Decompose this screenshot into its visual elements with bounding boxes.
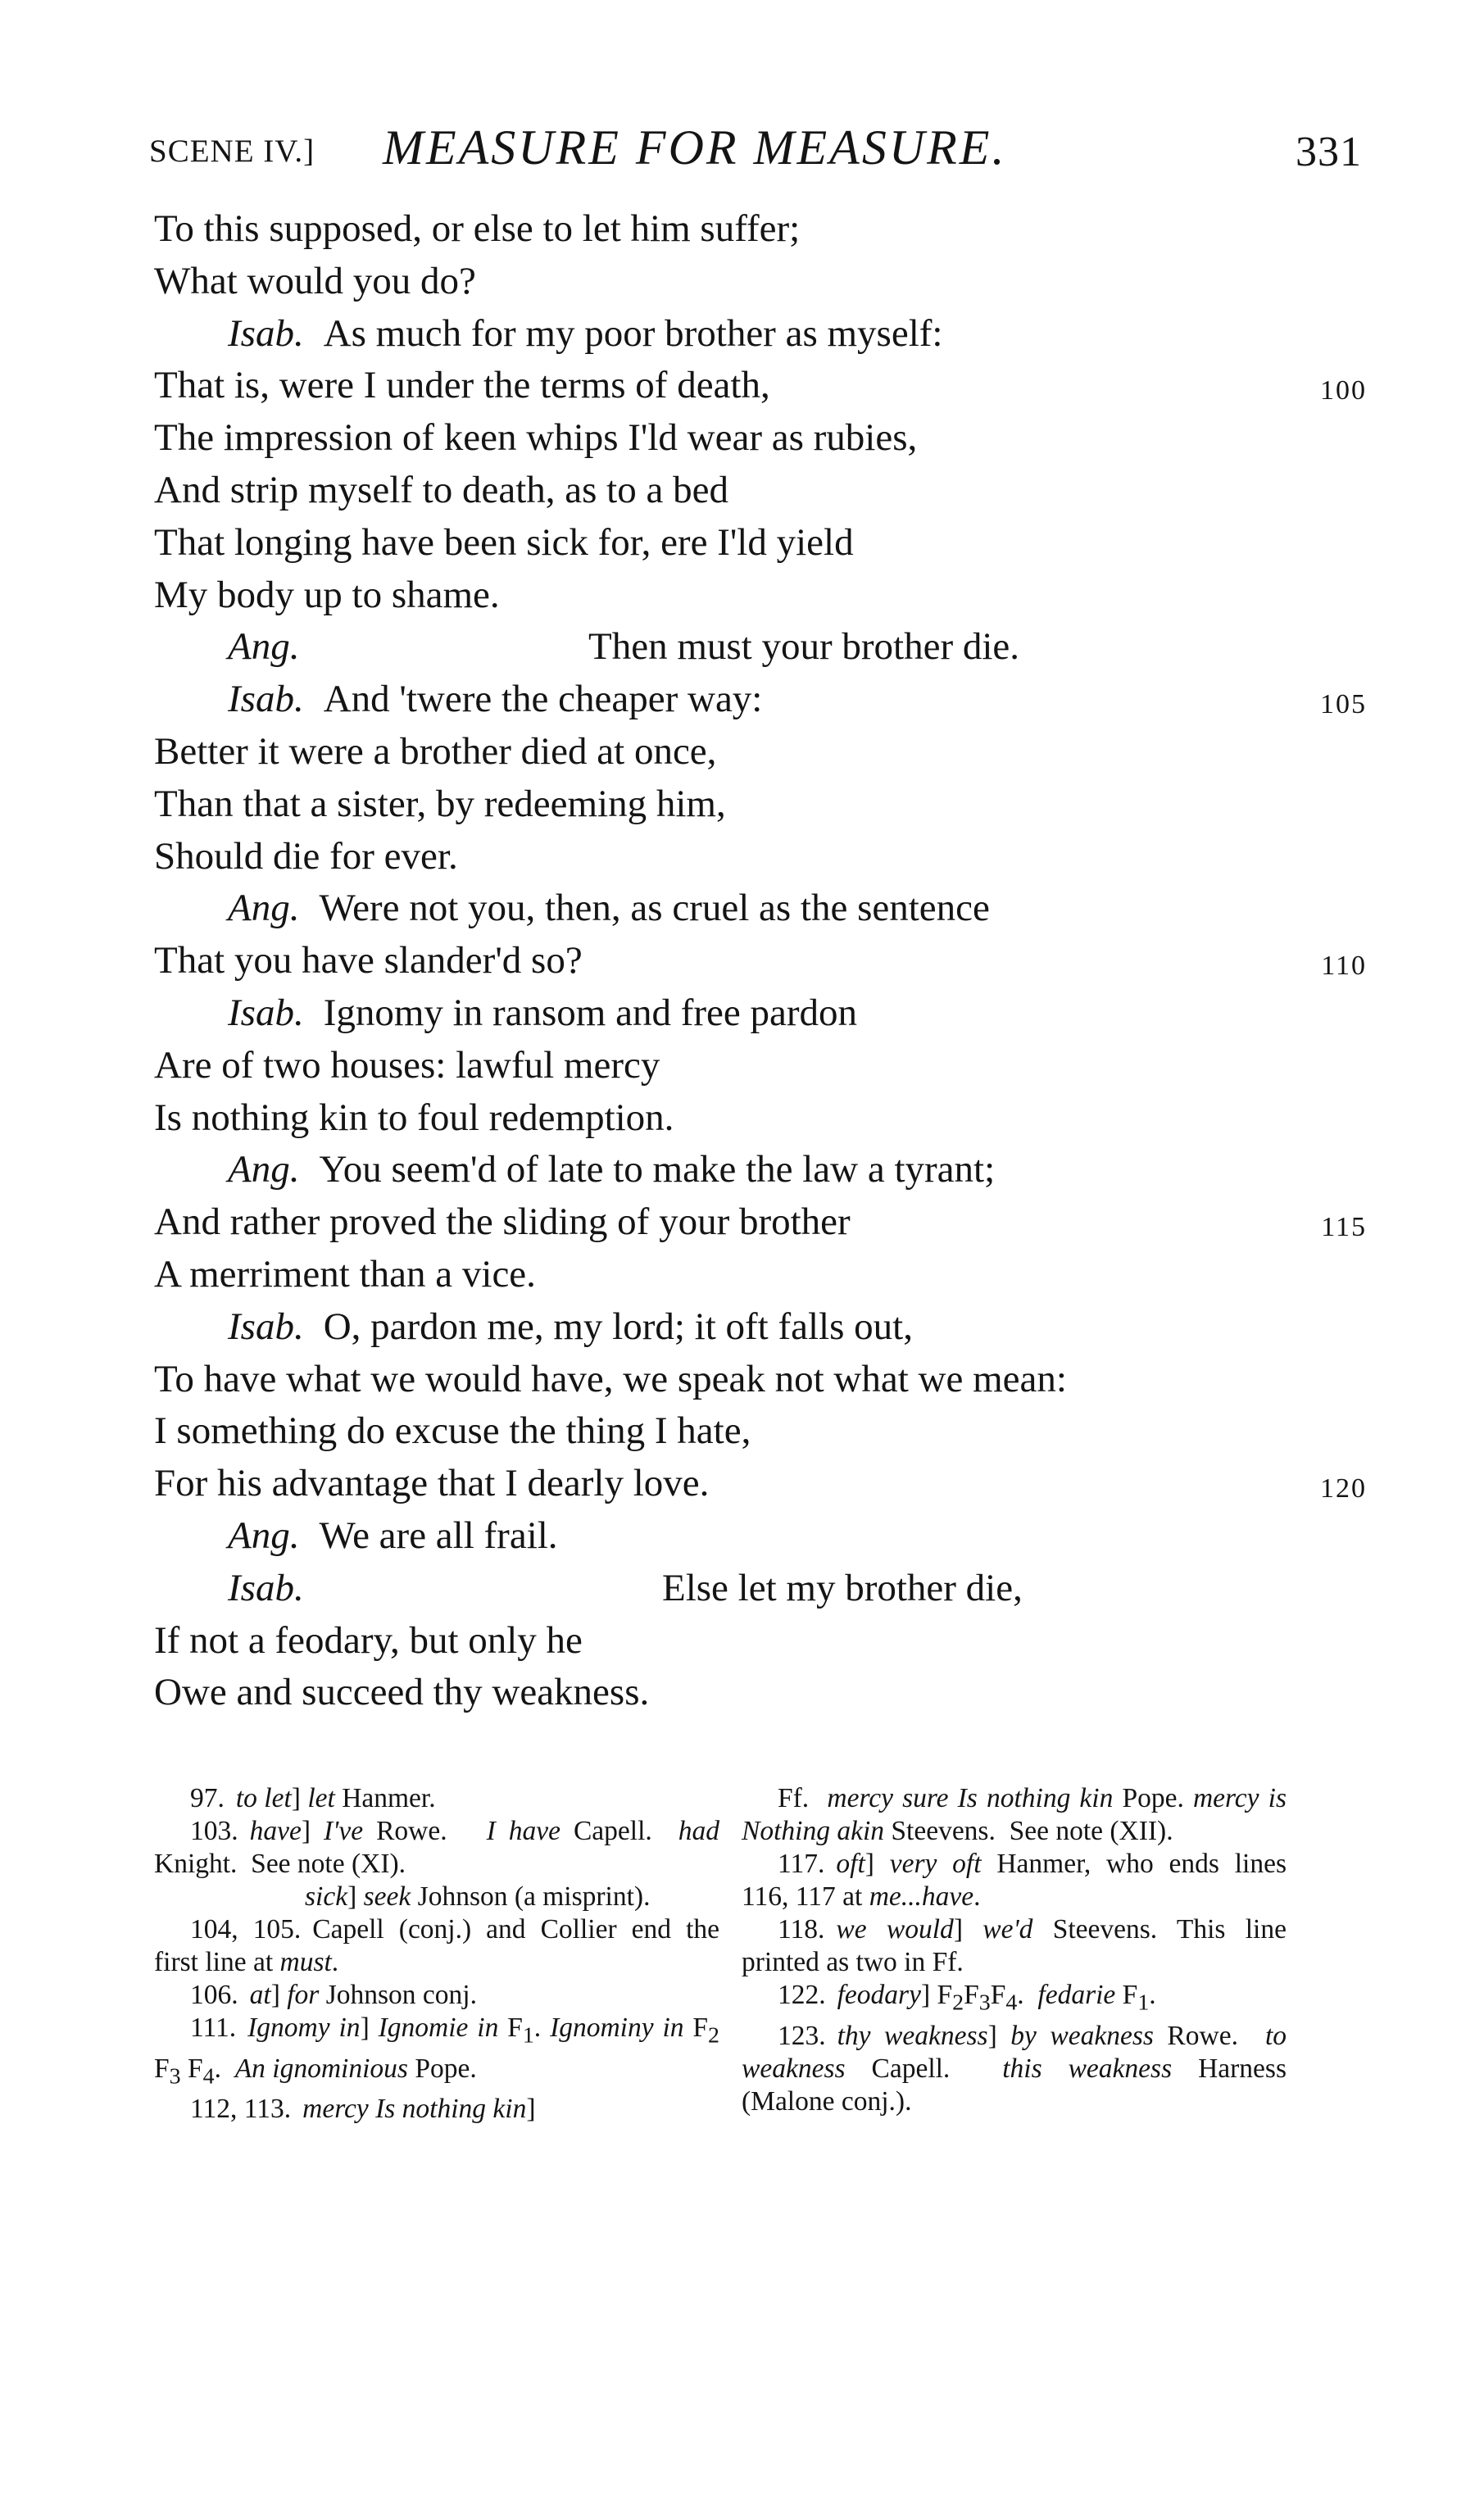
- footnote: [154, 2093, 719, 2126]
- line-text: That is, were I under the terms of death,: [154, 364, 770, 407]
- line-text: Should die for ever.: [154, 834, 458, 878]
- line-text: Than that a sister, by redeeming him,: [154, 782, 726, 825]
- verse-line: [154, 308, 1367, 361]
- verse-line-text: [154, 570, 500, 622]
- verse-line: [154, 1667, 1367, 1719]
- line-number: 110: [1321, 951, 1367, 982]
- line-text: Is nothing kin to foul redemption.: [154, 1096, 674, 1139]
- page-number: 331: [1296, 129, 1362, 175]
- footnote-line-ref: 123.: [778, 2020, 826, 2051]
- verse-line: [154, 412, 1367, 465]
- verse-line-text: [154, 935, 583, 987]
- verse-line-text: [154, 1354, 1067, 1406]
- footnote: [154, 2012, 719, 2093]
- verse-line: [154, 674, 1367, 726]
- footnote-text: oft] very oft Hanmer, who ends lines 116, 117 at me...have.: [742, 1849, 1287, 1912]
- verse-line-text: [154, 1615, 583, 1668]
- line-text: What would you do?: [154, 259, 476, 302]
- line-text: That you have slander'd so?: [154, 939, 583, 982]
- footnote: [742, 1979, 1287, 2020]
- line-number: 100: [1320, 375, 1367, 406]
- footnote-line-ref: 112, 113.: [190, 2094, 292, 2125]
- verse-line-text: [154, 1196, 851, 1249]
- footnote-text: we would] we'd Steevens. This line printed as two in Ff.: [742, 1914, 1287, 1977]
- line-number: 105: [1320, 689, 1367, 720]
- footnotes-right-column: [742, 1782, 1287, 2118]
- verse-line-text: [228, 621, 1020, 674]
- verse-line-text: [154, 1092, 674, 1145]
- verse-line-text: [154, 726, 716, 778]
- line-text: Owe and succeed thy weakness.: [154, 1671, 650, 1714]
- line-text: For his advantage that I dearly love.: [154, 1462, 710, 1505]
- speaker-name: Isab.: [228, 678, 304, 721]
- verse-line: [154, 1196, 1367, 1249]
- line-text: Were not you, then, as cruel as the sentence: [319, 887, 990, 930]
- verse-line: [154, 1092, 1367, 1145]
- verse-line-text: [228, 987, 857, 1040]
- verse-line-text: [154, 517, 854, 570]
- line-text: A merriment than a vice.: [154, 1252, 536, 1296]
- footnote: [154, 1881, 719, 1913]
- line-text: And 'twere the cheaper way:: [323, 678, 763, 721]
- line-text: Else let my brother die,: [662, 1566, 1023, 1609]
- line-text: Better it were a brother died at once,: [154, 729, 717, 773]
- scene-label: SCENE IV.]: [149, 134, 315, 169]
- verse-line: [154, 1405, 1367, 1458]
- footnote: [154, 1782, 719, 1815]
- page-title: MEASURE FOR MEASURE.: [383, 120, 1007, 175]
- verse-line-text: [154, 412, 917, 465]
- footnote-line-ref: 117.: [778, 1849, 825, 1879]
- verse-line-text: [154, 203, 800, 256]
- speaker-name: Ang.: [228, 1513, 300, 1557]
- verse-line: [154, 1040, 1367, 1092]
- line-text: I something do excuse the thing I hate,: [154, 1409, 751, 1453]
- verse-line: [154, 1301, 1367, 1354]
- line-text: As much for my poor brother as myself:: [323, 311, 943, 355]
- verse-line-text: [154, 465, 728, 517]
- footnote-text: have] I've Rowe. I have Capell. had Knight. See note (XI).: [154, 1816, 720, 1879]
- verse-line: [154, 1563, 1367, 1615]
- verse-line-text: [154, 1667, 649, 1719]
- line-text: To this supposed, or else to let him suffer;: [154, 207, 801, 250]
- verse-line-text: [228, 1301, 913, 1354]
- footnote: [154, 1979, 719, 2012]
- line-number: 120: [1320, 1473, 1367, 1504]
- line-text: The impression of keen whips I'ld wear as rubies,: [154, 416, 918, 460]
- line-text: If not a feodary, but only he: [154, 1618, 583, 1662]
- footnote-text: mercy Is nothing kin]: [302, 2094, 536, 2125]
- verse-line: [154, 465, 1367, 517]
- speaker-name: Isab.: [228, 991, 304, 1034]
- footnote: [154, 1815, 719, 1881]
- line-text: And rather proved the sliding of your brother: [154, 1200, 851, 1244]
- footnote-line-ref: 106.: [190, 1980, 238, 2010]
- verse-line-text: [154, 360, 770, 412]
- speaker-name: Isab.: [228, 1566, 304, 1609]
- verse-block: [154, 203, 1367, 1719]
- footnote-text: Ff. mercy sure Is nothing kin Pope. mercy is Nothing akin Steevens. See note (XII).: [742, 1783, 1287, 1846]
- line-number: 115: [1321, 1212, 1367, 1243]
- verse-line: [154, 1458, 1367, 1510]
- verse-line: [154, 1354, 1367, 1406]
- line-text: My body up to shame.: [154, 573, 500, 616]
- verse-line-text: [154, 256, 476, 308]
- speaker-name: Ang.: [228, 887, 300, 930]
- footnote-text: to let] let Hanmer.: [235, 1783, 436, 1813]
- line-text: To have what we would have, we speak not what we mean:: [154, 1357, 1067, 1400]
- verse-line-text: [228, 1144, 995, 1196]
- footnote-line-ref: 122.: [778, 1980, 826, 2010]
- footnote-line-ref: 104, 105.: [190, 1914, 302, 1945]
- verse-line-text: [228, 1510, 558, 1563]
- verse-line-text: [228, 674, 762, 726]
- footnote-line-ref: 103.: [190, 1816, 238, 1846]
- line-text: That longing have been sick for, ere I'ld yield: [154, 520, 854, 564]
- verse-line-text: [154, 1458, 709, 1510]
- verse-line-text: [154, 778, 726, 831]
- speaker-name: Isab.: [228, 1305, 304, 1348]
- verse-line-text: [154, 1405, 751, 1458]
- verse-line-text: [154, 831, 458, 883]
- verse-line: [154, 831, 1367, 883]
- footnote-text: feodary] $F_2F_3F_4$. fedarie $F_1$.: [837, 1980, 1156, 2016]
- line-text: You seem'd of late to make the law a tyrant;: [319, 1148, 996, 1191]
- running-header: [149, 120, 1362, 185]
- verse-line-text: [154, 1249, 536, 1301]
- verse-line-text: [154, 1040, 660, 1092]
- verse-line-text: [228, 308, 942, 361]
- verse-line: [154, 621, 1367, 674]
- speaker-name: Ang.: [228, 1148, 300, 1191]
- verse-line: [154, 1144, 1367, 1196]
- footnote: [154, 1913, 719, 1979]
- verse-line: [154, 256, 1367, 308]
- footnote-text: Ignomy in] Ignomie in $F_1$. Ignominy in $F_2$ $F_3$ $F_4$. An ignominious Pope.: [154, 2013, 719, 2090]
- verse-line-text: [228, 883, 990, 935]
- speaker-name: Isab.: [228, 311, 304, 355]
- line-text: Then must your brother die.: [588, 625, 1020, 669]
- line-text: Ignomy in ransom and free pardon: [323, 991, 857, 1034]
- footnote-text: thy weakness] by weakness Rowe. to weakness Capell. this weakness Harness (Malone conj.).: [742, 2020, 1287, 2117]
- footnote-text: sick] seek Johnson (a misprint).: [305, 1881, 651, 1912]
- verse-line: [154, 987, 1367, 1040]
- verse-line: [154, 570, 1367, 622]
- line-text: O, pardon me, my lord; it oft falls out,: [323, 1305, 913, 1348]
- verse-line: [154, 778, 1367, 831]
- verse-line-text: [228, 1563, 1023, 1615]
- verse-line: [154, 203, 1367, 256]
- line-text: We are all frail.: [319, 1513, 558, 1557]
- footnote: [742, 1848, 1287, 1913]
- footnote: [742, 1782, 1287, 1848]
- footnotes-left-column: [154, 1782, 719, 2126]
- footnote-line-ref: 111.: [190, 2013, 237, 2043]
- footnote: [742, 1913, 1287, 1979]
- verse-line: [154, 883, 1367, 935]
- footnote-line-ref: 118.: [778, 1914, 825, 1945]
- footnote: [742, 2020, 1287, 2118]
- verse-line: [154, 360, 1367, 412]
- line-text: Are of two houses: lawful mercy: [154, 1043, 660, 1087]
- verse-line: [154, 1249, 1367, 1301]
- line-text: And strip myself to death, as to a bed: [154, 468, 728, 511]
- verse-line: [154, 517, 1367, 570]
- verse-line: [154, 1510, 1367, 1563]
- verse-line: [154, 935, 1367, 987]
- verse-line: [154, 1615, 1367, 1668]
- footnote-line-ref: 97.: [190, 1783, 225, 1813]
- verse-line: [154, 726, 1367, 778]
- speaker-name: Ang.: [228, 625, 300, 669]
- footnote-text: Capell (conj.) and Collier end the first line at must.: [154, 1914, 720, 1977]
- footnote-text: at] for Johnson conj.: [249, 1980, 477, 2010]
